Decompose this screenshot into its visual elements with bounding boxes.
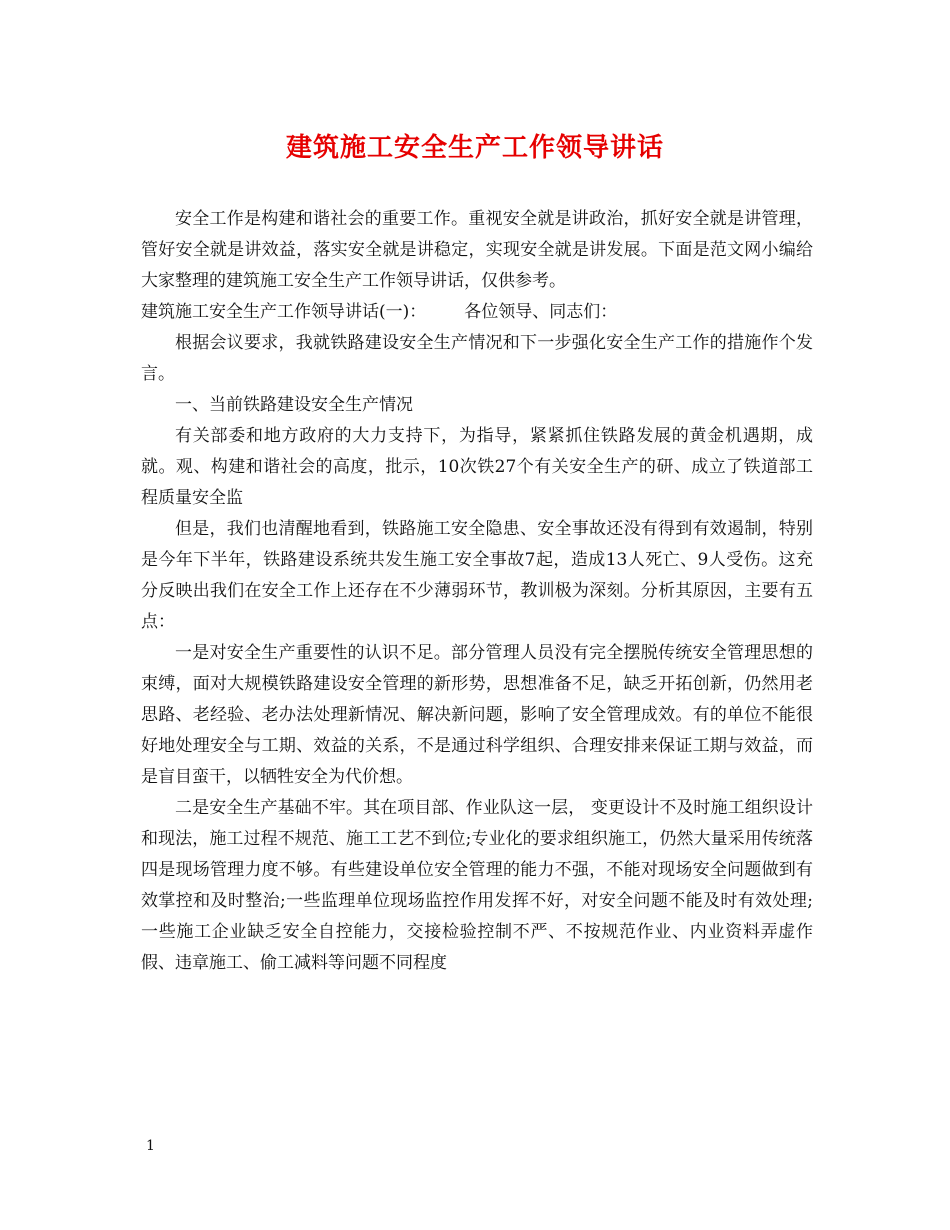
paragraph-support: 有关部委和地方政府的大力支持下，为指导，紧紧抓住铁路发展的黄金机遇期，成就。观、构建和谐社会的高度，批示，10次铁27个有关安全生产的研、成立了铁道部工程质量安全监	[141, 426, 813, 508]
document-title: 建筑施工安全生产工作领导讲话	[285, 133, 664, 163]
paragraph-meeting-requirement: 根据会议要求，我就铁路建设安全生产情况和下一步强化安全生产工作的措施作个发言。	[141, 333, 813, 384]
paragraph-point-one: 一是对安全生产重要性的认识不足。部分管理人员没有完全摆脱传统安全管理思想的束缚，面对大规模铁路建设安全管理的新形势，思想准备不足，缺乏开拓创新，仍然用老思路、老经验、老办法处理新情况、解决新问题，影响了安全管理成效。有的单位不能很好地处理安全与工期、效益的关系，不是通过科学组织、合理安排来保证工期与效益，而是盲目蛮干，以牺牲安全为代价想。	[141, 643, 813, 787]
document-body	[141, 204, 813, 979]
greeting: 各位领导、同志们：	[464, 302, 618, 322]
paragraph-accidents: 但是，我们也清醒地看到，铁路施工安全隐患、安全事故还没有得到有效遏制，特别是今年下半年，铁路建设系统共发生施工安全事故7起，造成13人死亡、9人受伤。这充分反映出我们在安全工作上还存在不少薄弱环节，教训极为深刻。分析其原因，主要有五点：	[141, 519, 813, 632]
section-heading-current-situation: 一、当前铁路建设安全生产情况	[175, 395, 413, 415]
page-number: 1	[146, 1138, 155, 1154]
speech-heading-line	[141, 297, 813, 328]
speech-heading: 建筑施工安全生产工作领导讲话(一)：	[141, 302, 427, 322]
intro-paragraph: 安全工作是构建和谐社会的重要工作。重视安全就是讲政治，抓好安全就是讲管理，管好安全就是讲效益，落实安全就是讲稳定，实现安全就是讲发展。下面是范文网小编给大家整理的建筑施工安全生产工作领导讲话，仅供参考。	[141, 209, 813, 291]
paragraph-point-two: 二是安全生产基础不牢。其在项目部、作业队这一层， 变更设计不及时施工组织设计和现法，施工过程不规范、施工工艺不到位;专业化的要求组织施工，仍然大量采用传统落 四是现场管理力度不够。有些建设单位安全管理的能力不强，不能对现场安全问题做到有效掌控和及时整治;一些监理单位现场监控作用发挥不好，对安全问题不能及时有效处理;一些施工企业缺乏安全自控能力，交接检验控制不严、不按规范作业、内业资料弄虚作假、违章施工、偷工减料等问题不同程度	[141, 798, 813, 973]
